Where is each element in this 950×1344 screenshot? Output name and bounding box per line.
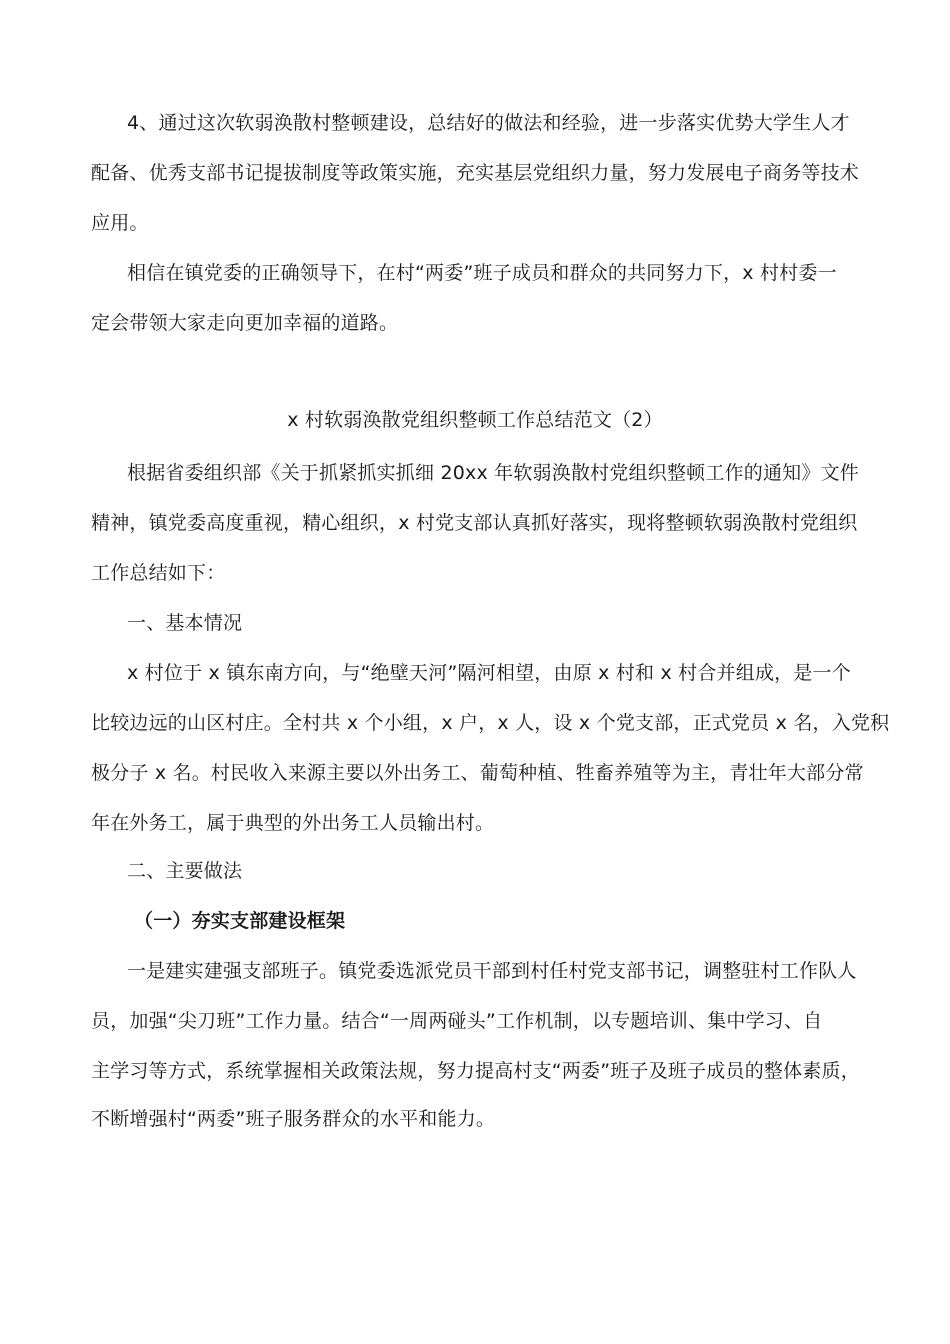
document-title: x 村软弱涣散党组织整顿工作总结范文（2） <box>287 409 663 431</box>
paragraph-line: 极分子 x 名。村民收入来源主要以外出务工、葡萄种植、牲畜养殖等为主，青壮年大部分常 <box>91 762 864 784</box>
paragraph-line: 相信在镇党委的正确领导下，在村“两委”班子成员和群众的共同努力下，x 村村委一 <box>127 262 837 284</box>
paragraph-line: 4、通过这次软弱涣散村整顿建设，总结好的做法和经验，进一步落实优势大学生人才 <box>127 112 850 134</box>
paragraph-line: 根据省委组织部《关于抓紧抓实抓细 20xx 年软弱涣散村党组织整顿工作的通知》文件 <box>127 462 859 484</box>
section-heading: 二、主要做法 <box>127 860 243 882</box>
paragraph-line: x 村位于 x 镇东南方向，与“绝壁天河”隔河相望，由原 x 村和 x 村合并组成，是一个 <box>127 662 851 684</box>
paragraph-line: 一是建实建强支部班子。镇党委选派党员干部到村任村党支部书记，调整驻村工作队人 <box>127 960 857 982</box>
paragraph-line: 精神，镇党委高度重视，精心组织，x 村党支部认真抓好落实，现将整顿软弱涣散村党组织 <box>91 512 858 534</box>
paragraph-line: 年在外务工，属于典型的外出务工人员输出村。 <box>91 812 495 834</box>
paragraph-line: 定会带领大家走向更加幸福的道路。 <box>91 312 399 334</box>
paragraph-line: 主学习等方式，系统掌握相关政策法规，努力提高村支“两委”班子及班子成员的整体素质， <box>91 1060 860 1082</box>
paragraph-line: 工作总结如下： <box>91 562 226 584</box>
section-heading: 一、基本情况 <box>127 612 243 634</box>
paragraph-line: 应用。 <box>91 212 149 234</box>
paragraph-line: 员，加强“尖刀班”工作力量。结合“一周两碰头”工作机制，以专题培训、集中学习、自 <box>91 1010 823 1032</box>
paragraph-line: 比较边远的山区村庄。全村共 x 个小组，x 户，x 人，设 x 个党支部，正式党员 x 名，入党积 <box>91 712 890 734</box>
paragraph-line: 不断增强村“两委”班子服务群众的水平和能力。 <box>91 1108 496 1130</box>
paragraph-line: 配备、优秀支部书记提拔制度等政策实施，充实基层党组织力量，努力发展电子商务等技术 <box>91 162 860 184</box>
subsection-heading: （一）夯实支部建设框架 <box>134 910 346 932</box>
